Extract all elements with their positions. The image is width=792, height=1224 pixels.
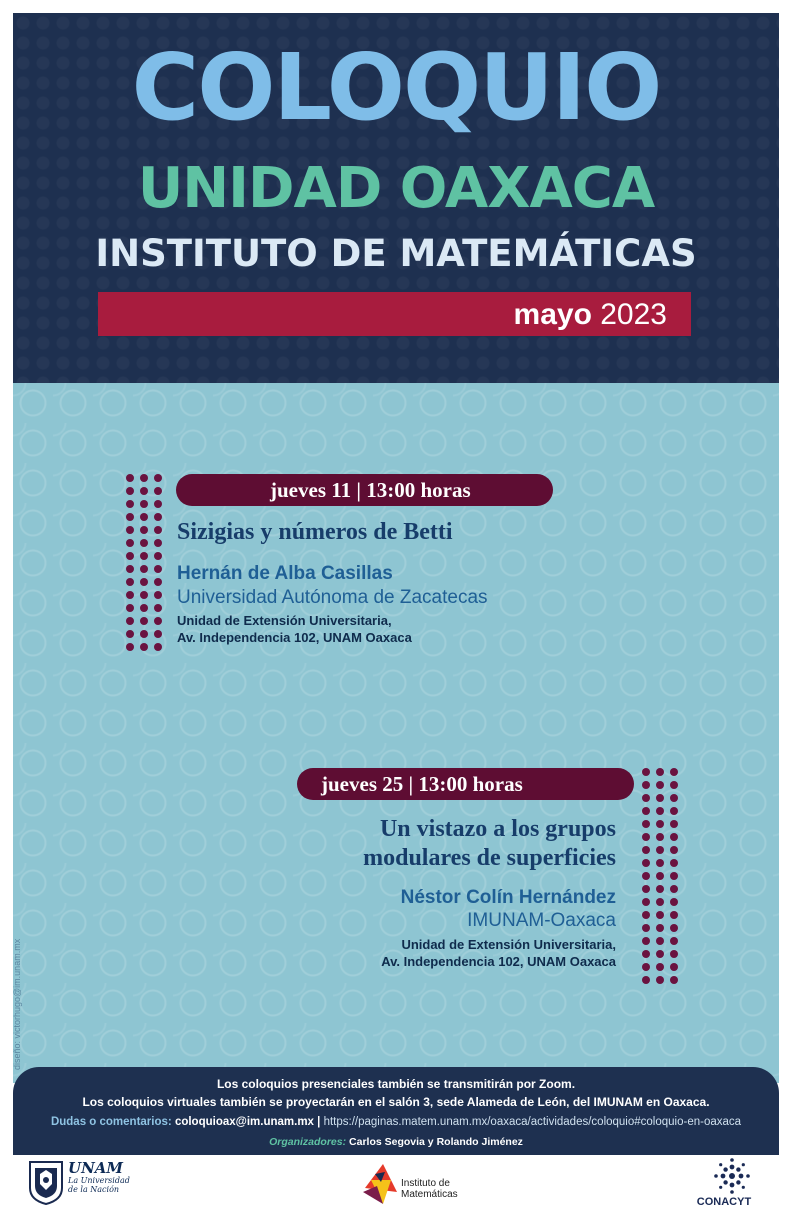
contact-label: Dudas o comentarios: — [50, 1116, 172, 1128]
decorative-dot — [126, 617, 134, 625]
decorative-dot — [670, 976, 678, 984]
decorative-dot — [656, 859, 664, 867]
decorative-dot — [140, 604, 148, 612]
decorative-dot — [642, 898, 650, 906]
decorative-dot — [642, 885, 650, 893]
decorative-dot — [126, 487, 134, 495]
decorative-dot — [642, 820, 650, 828]
instituto-matematicas-icon — [361, 1158, 401, 1210]
colloquium-url-link[interactable]: https://paginas.matem.unam.mx/oaxaca/actividades/coloquio#coloquio-en-oaxaca — [323, 1116, 742, 1128]
decorative-dot — [154, 591, 162, 599]
decorative-dot — [642, 846, 650, 854]
decorative-dot — [656, 846, 664, 854]
decorative-dot — [154, 565, 162, 573]
decorative-dot — [670, 872, 678, 880]
decorative-dot — [126, 474, 134, 482]
decorative-dot — [656, 898, 664, 906]
decorative-dot — [656, 885, 664, 893]
decorative-dot — [126, 565, 134, 573]
decorative-dot — [154, 539, 162, 547]
talk2-venue-line1: Unidad de Extensión Universitaria, — [401, 937, 616, 952]
decorative-dot — [670, 846, 678, 854]
decorative-dot — [642, 950, 650, 958]
decorative-dot — [140, 513, 148, 521]
decorative-dot — [642, 872, 650, 880]
year: 2023 — [600, 298, 667, 331]
decorative-dot — [154, 617, 162, 625]
talk2-date-pill: jueves 25 | 13:00 horas — [297, 768, 634, 800]
talk1-speaker: Hernán de Alba Casillas — [177, 563, 393, 584]
decorative-dot — [642, 924, 650, 932]
institute-title: INSTITUTO DE MATEMÁTICAS — [95, 232, 697, 275]
decorative-dot — [126, 513, 134, 521]
talk2-title-line2: modulares de superficies — [363, 845, 616, 871]
footer-zoom-note: Los coloquios presenciales también se transmitirán por Zoom. — [216, 1077, 576, 1091]
decorative-dot — [126, 552, 134, 560]
decorative-dot — [670, 859, 678, 867]
decorative-dot — [126, 539, 134, 547]
decorative-dot — [656, 833, 664, 841]
talk1-venue-line2: Av. Independencia 102, UNAM Oaxaca — [177, 630, 412, 645]
decorative-dot — [642, 794, 650, 802]
decorative-dot — [140, 474, 148, 482]
design-credit: diseño: victorhugo@im.unam.mx — [12, 938, 22, 1070]
decorative-dot — [140, 578, 148, 586]
decorative-dot — [140, 591, 148, 599]
title: COLOQUIO — [131, 34, 661, 141]
decorative-dot — [656, 820, 664, 828]
decorative-dot — [656, 924, 664, 932]
organizers-names: Carlos Segovia y Rolando Jiménez — [349, 1136, 523, 1148]
decorative-dot — [670, 911, 678, 919]
decorative-dot — [656, 937, 664, 945]
decorative-dot — [642, 781, 650, 789]
contact-separator: | — [317, 1116, 321, 1128]
decorative-dot — [140, 643, 148, 651]
conacyt-logo: CONACYT — [688, 1158, 760, 1208]
contact-email-link[interactable]: coloquioax@im.unam.mx — [174, 1116, 314, 1128]
decorative-dot — [642, 807, 650, 815]
decorative-dot — [154, 526, 162, 534]
decorative-dot — [670, 768, 678, 776]
decorative-dot — [126, 630, 134, 638]
decorative-dot — [140, 552, 148, 560]
decorative-dot — [154, 604, 162, 612]
decorative-dot — [656, 976, 664, 984]
decorative-dot — [642, 963, 650, 971]
decorative-dot — [140, 630, 148, 638]
decorative-dot — [140, 526, 148, 534]
decorative-dot — [642, 976, 650, 984]
decorative-dot — [656, 911, 664, 919]
decorative-dot — [670, 885, 678, 893]
talk1-institution: Universidad Autónoma de Zacatecas — [177, 587, 488, 608]
decorative-dot — [154, 578, 162, 586]
decorative-dot — [140, 487, 148, 495]
decorative-dot — [656, 963, 664, 971]
decorative-dot — [656, 768, 664, 776]
decorative-dot — [642, 911, 650, 919]
decorative-dot — [126, 578, 134, 586]
decorative-dot — [656, 781, 664, 789]
decorative-dot — [642, 937, 650, 945]
decorative-dot — [126, 526, 134, 534]
footer-room-note: Los coloquios virtuales también se proyectarán en el salón 3, sede Alameda de León, del IMUNAM en Oaxaca. — [82, 1095, 710, 1109]
decorative-dot — [140, 617, 148, 625]
footer-contact — [0, 1114, 792, 1130]
decorative-dot — [154, 552, 162, 560]
month: mayo — [513, 298, 592, 331]
talk1-title: Sizigias y números de Betti — [177, 519, 453, 545]
decorative-dot — [670, 781, 678, 789]
decorative-dot — [642, 768, 650, 776]
organizers-label: Organizadores: — [269, 1136, 347, 1148]
decorative-dot — [154, 630, 162, 638]
decorative-dot — [670, 963, 678, 971]
talk2-title-line1: Un vistazo a los grupos — [379, 816, 616, 842]
decorative-dot — [642, 859, 650, 867]
talk1-date-pill: jueves 11 | 13:00 horas — [176, 474, 553, 506]
decorative-dot — [126, 591, 134, 599]
unam-seal-icon — [26, 1158, 66, 1206]
talk2-institution: IMUNAM-Oaxaca — [467, 910, 616, 931]
decorative-dot — [154, 643, 162, 651]
decorative-dot — [154, 500, 162, 508]
decorative-dot — [670, 820, 678, 828]
decorative-dot — [154, 513, 162, 521]
decorative-dot — [140, 565, 148, 573]
decorative-dot — [656, 872, 664, 880]
talk2-speaker: Néstor Colín Hernández — [400, 887, 616, 908]
decorative-dot — [656, 950, 664, 958]
decorative-dot — [154, 474, 162, 482]
decorative-dot — [670, 924, 678, 932]
decorative-dot — [670, 833, 678, 841]
decorative-dot — [126, 500, 134, 508]
decorative-dot — [656, 807, 664, 815]
unam-logo: UNAM La Universidad de la Nación — [68, 1159, 130, 1194]
decorative-dot — [126, 643, 134, 651]
decorative-dot — [670, 807, 678, 815]
footer-organizers — [0, 1134, 792, 1150]
decorative-dot — [670, 794, 678, 802]
decorative-dot — [154, 487, 162, 495]
date-banner — [98, 292, 691, 336]
decorative-dot — [140, 500, 148, 508]
decorative-dot — [656, 794, 664, 802]
talk1-venue-line1: Unidad de Extensión Universitaria, — [177, 613, 392, 628]
decorative-dot — [670, 898, 678, 906]
decorative-dot — [126, 604, 134, 612]
instituto-matematicas-logo: Instituto de Matemáticas — [361, 1158, 481, 1210]
talk2-venue-line2: Av. Independencia 102, UNAM Oaxaca — [381, 954, 616, 969]
subtitle: UNIDAD OAXACA — [137, 156, 655, 221]
decorative-dot — [670, 937, 678, 945]
decorative-dot — [642, 833, 650, 841]
decorative-dot — [670, 950, 678, 958]
decorative-dot — [140, 539, 148, 547]
conacyt-icon — [712, 1158, 752, 1194]
